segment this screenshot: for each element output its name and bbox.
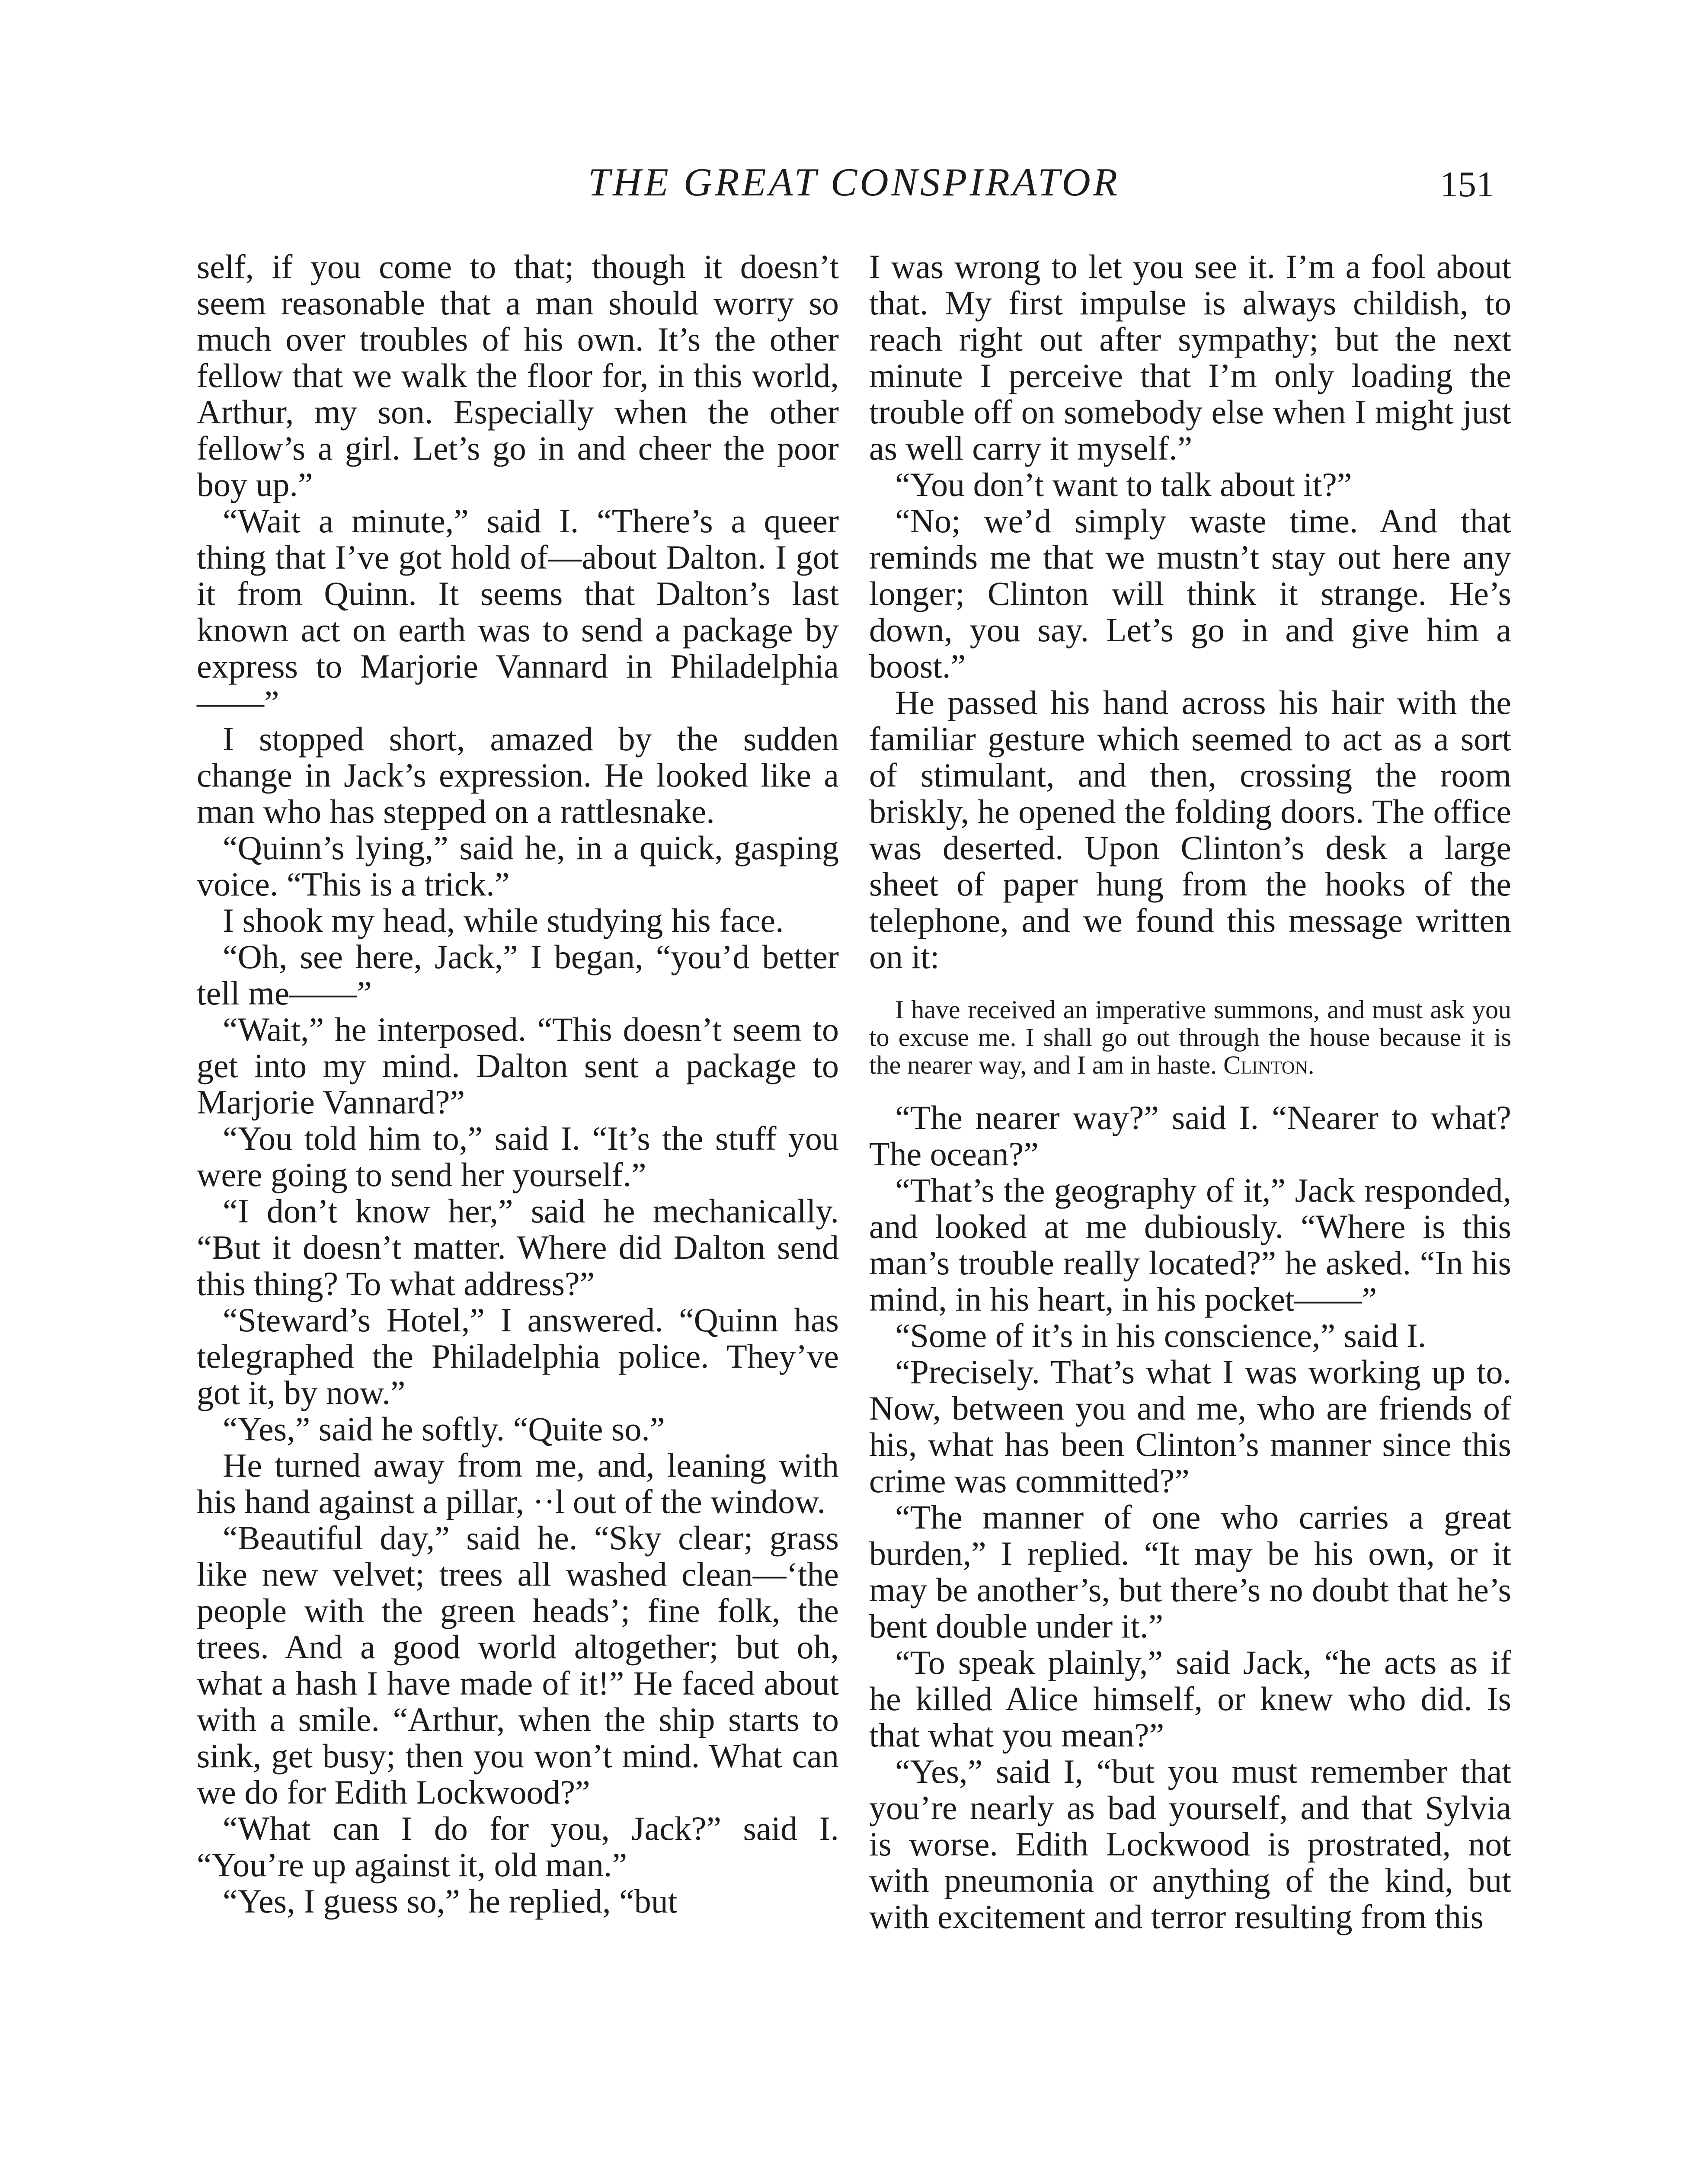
paragraph: “Wait a minute,” said I. “There’s a queer thing that I’ve got hold of—about Dalton. I got it from Quinn. It seems that Dalton’s last known act on earth was to send a package by express to Marjorie Vannard in Philadelphia——” (197, 502, 839, 721)
paragraph: “Quinn’s lying,” said he, in a quick, gasping voice. “This is a trick.” (197, 829, 839, 903)
left-column (197, 249, 839, 2162)
note-text: I have received an imperative summons, and must ask you to excuse me. I shall go out through the house because it is the nearer way, and I am in haste. (869, 995, 1511, 1079)
paragraph: “Oh, see here, Jack,” I began, “you’d better tell me——” (197, 938, 839, 1012)
paragraph: “What can I do for you, Jack?” said I. “You’re up against it, old man.” (197, 1810, 839, 1884)
paragraph: “Some of it’s in his conscience,” said I. (895, 1317, 1427, 1354)
paragraph: “Wait,” he interposed. “This doesn’t seem to get into my mind. Dalton sent a package to Marjorie Vannard?” (197, 1011, 839, 1121)
paragraph: “You told him to,” said I. “It’s the stuff you were going to send her yourself.” (197, 1119, 839, 1193)
paragraph: “To speak plainly,” said Jack, “he acts as if he killed Alice himself, or knew who did. Is that what you mean?” (869, 1644, 1511, 1754)
paragraph: “Yes,” said I, “but you must remember that you’re nearly as bad yourself, and that Sylvia is worse. Edith Lockwood is prostrated, not with pneumonia or anything of the kind, but with excitement and terror resulting from this (869, 1753, 1511, 1935)
paragraph: “Beautiful day,” said he. “Sky clear; grass like new velvet; trees all washed clean—‘the people with the green heads’; fine folk, the trees. And a good world altogether; but oh, what a hash I have made of it!” He faced about with a smile. “Arthur, when the ship starts to sink, get busy; then you won’t mind. What can we do for Edith Lockwood?” (197, 1519, 839, 1811)
paragraph: “You don’t want to talk about it?” (895, 466, 1352, 503)
paragraph: “Yes, I guess so,” he replied, “but (223, 1882, 678, 1920)
paragraph: “No; we’d simply waste time. And that reminds me that we mustn’t stay out here any longer; Clinton will think it strange. He’s down, you say. Let’s go in and give him a boost.” (869, 502, 1511, 685)
paragraph: “Yes,” said he softly. “Quite so.” (223, 1410, 665, 1448)
right-column (869, 249, 1511, 2162)
paragraph: He turned away from me, and, leaning with his hand against a pillar, ··l out of the window. (197, 1446, 839, 1520)
paragraph: He passed his hand across his hair with the familiar gesture which seemed to act as a sort of stimulant, and then, crossing the room briskly, he opened the folding doors. The office was deserted. Upon Clinton’s desk a large sheet of paper hung from the hooks of the telephone, and we found this message written on it: (869, 684, 1511, 975)
paragraph: I was wrong to let you see it. I’m a fool about that. My first impulse is always childish, to reach right out after sympathy; but the next minute I perceive that I’m only loading the trouble off on somebody else when I might just as well carry it myself.” (869, 248, 1511, 467)
running-header-title: THE GREAT CONSPIRATOR (588, 160, 1120, 204)
page-number: 151 (1440, 164, 1494, 205)
paragraph: “That’s the geography of it,” Jack responded, and looked at me dubiously. “Where is this man’s trouble really located?” he asked. “In his mind, in his heart, in his pocket——” (869, 1171, 1511, 1318)
paragraph: “I don’t know her,” said he mechanically. “But it doesn’t matter. Where did Dalton send this thing? To what address?” (197, 1192, 839, 1302)
paragraph: “Steward’s Hotel,” I answered. “Quinn has telegraphed the Philadelphia police. They’ve got it, by now.” (197, 1301, 839, 1411)
paragraph: “The manner of one who carries a great burden,” I replied. “It may be his own, or it may be another’s, but there’s no doubt that he’s bent double under it.” (869, 1498, 1511, 1645)
paragraph: I stopped short, amazed by the sudden change in Jack’s expression. He looked like a man who has stepped on a rattlesnake. (197, 720, 839, 830)
paragraph: I shook my head, while studying his face. (223, 902, 784, 939)
paragraph: “The nearer way?” said I. “Nearer to what? The ocean?” (869, 1099, 1511, 1173)
paragraph: self, if you come to that; though it doesn’t seem reasonable that a man should worry so much over troubles of his own. It’s the other fellow that we walk the floor for, in this world, Arthur, my son. Especially when the other fellow’s a girl. Let’s go in and cheer the poor boy up.” (197, 248, 839, 503)
note-signature: Clinton. (1223, 1051, 1315, 1079)
clinton-note (869, 996, 1511, 1079)
paragraph: “Precisely. That’s what I was working up to. Now, between you and me, who are friends of his, what has been Clinton’s manner since this crime was committed?” (869, 1353, 1511, 1500)
